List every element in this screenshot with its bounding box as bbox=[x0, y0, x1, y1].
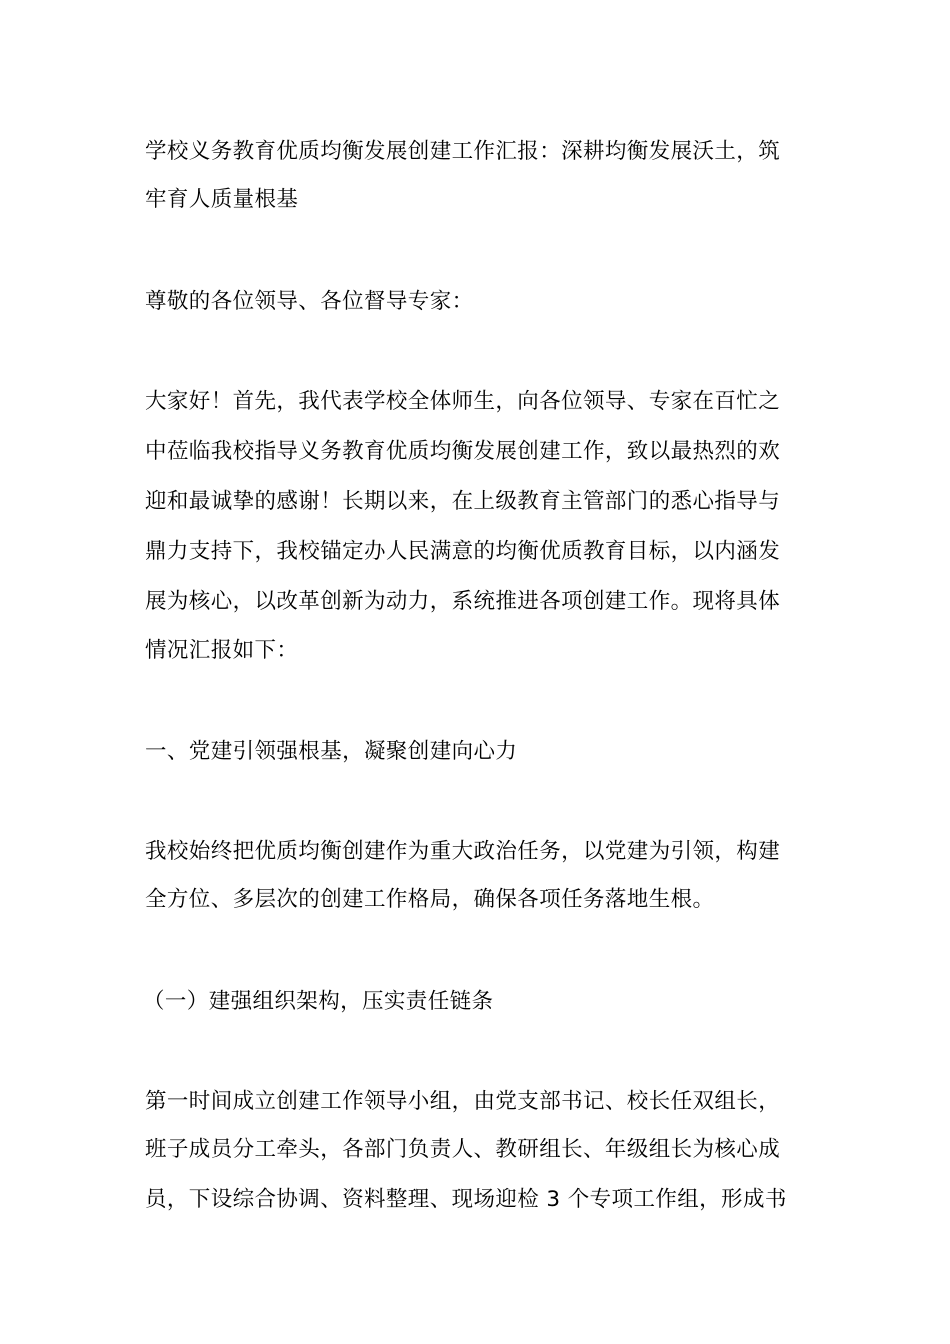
salutation: 尊敬的各位领导、各位督导专家： bbox=[145, 289, 474, 314]
intro-line-6: 情况汇报如下： bbox=[145, 638, 299, 663]
section1-line-1: 我校始终把优质均衡创建作为重大政治任务，以党建为引领，构建 bbox=[145, 839, 781, 864]
subsection1-line-2: 班子成员分工牵头，各部门负责人、教研组长、年级组长为核心成 bbox=[145, 1137, 781, 1162]
intro-line-3: 迎和最诚挚的感谢！长期以来，在上级教育主管部门的悉心指导与 bbox=[145, 489, 781, 514]
subsection1-line-1: 第一时间成立创建工作领导小组，由党支部书记、校长任双组长， bbox=[145, 1089, 781, 1114]
intro-line-4: 鼎力支持下，我校锚定办人民满意的均衡优质教育目标，以内涵发 bbox=[145, 539, 781, 564]
intro-line-1: 大家好！首先，我代表学校全体师生，向各位领导、专家在百忙之 bbox=[145, 389, 781, 414]
intro-line-5: 展为核心，以改革创新为动力，系统推进各项创建工作。现将具体 bbox=[145, 589, 781, 614]
report-title-line-2: 牢育人质量根基 bbox=[145, 187, 299, 212]
subsection1-line-3: 员，下设综合协调、资料整理、现场迎检 3 个专项工作组，形成书 bbox=[145, 1187, 787, 1212]
section-heading-1: 一、党建引领强根基，凝聚创建向心力 bbox=[145, 739, 518, 764]
intro-line-2: 中莅临我校指导义务教育优质均衡发展创建工作，致以最热烈的欢 bbox=[145, 439, 781, 464]
report-title-line-1: 学校义务教育优质均衡发展创建工作汇报：深耕均衡发展沃土，筑 bbox=[145, 139, 781, 164]
section1-line-2: 全方位、多层次的创建工作格局，确保各项任务落地生根。 bbox=[145, 887, 715, 912]
subsection-heading-1: （一）建强组织架构，压实责任链条 bbox=[143, 989, 494, 1014]
